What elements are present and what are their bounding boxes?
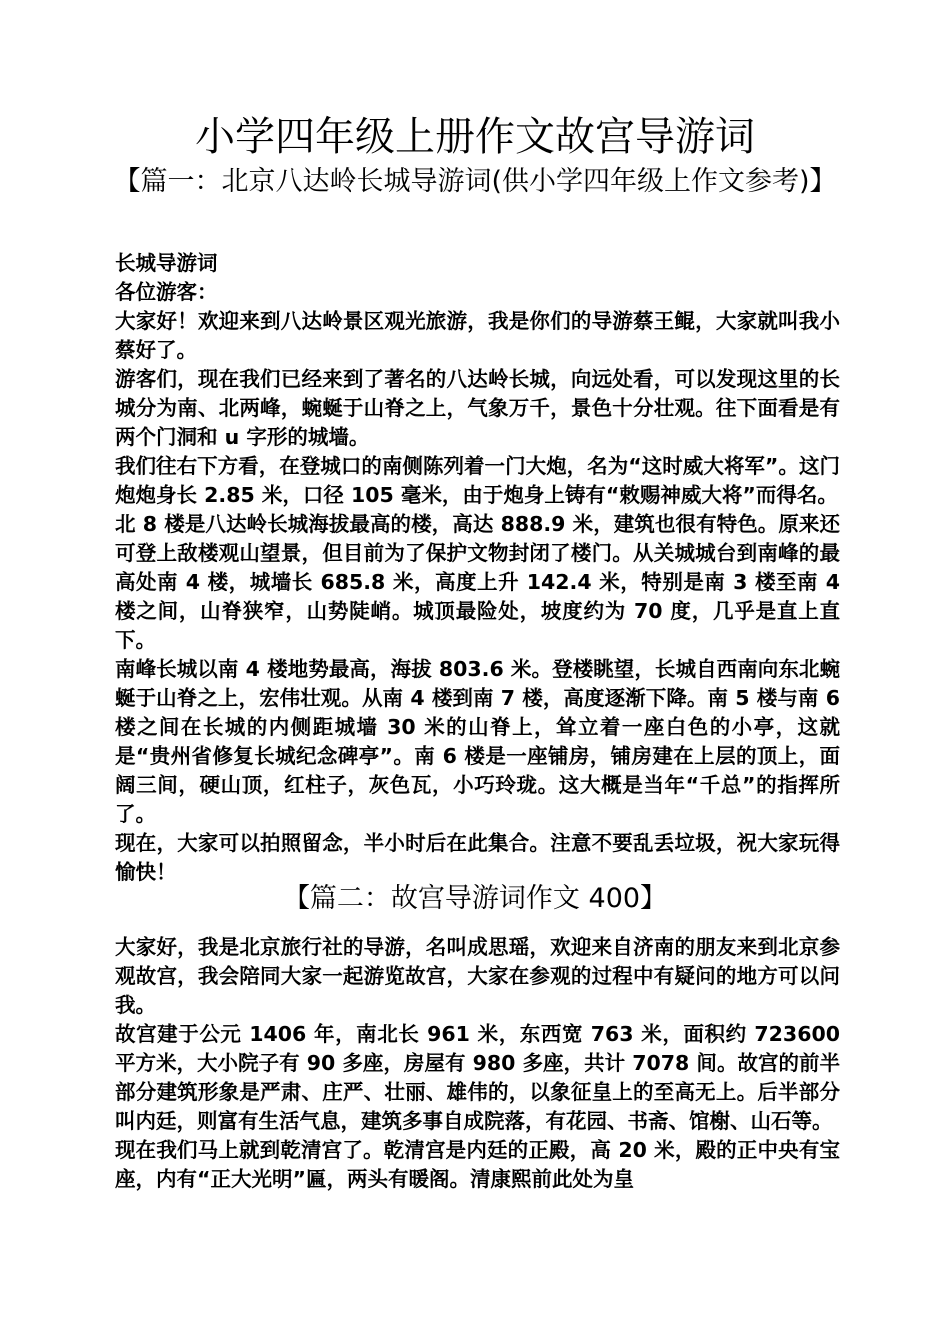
- paragraph: 大家好，我是北京旅行社的导游，名叫成思瑶，欢迎来自济南的朋友来到北京参观故宫，我会陪同大家一起游览故宫，大家在参观的过程中有疑问的地方可以问我。: [115, 935, 840, 1017]
- paragraph: 故宫建于公元 1406 年，南北长 961 米，东西宽 763 米，面积约 723600 平方米，大小院子有 90 多座，房屋有 980 多座，共计 7078 间。故宫的前半部分建筑形象是严肃、庄严、壮丽、雄伟的，以象征皇上的至高无上。后半部分叫内廷，则富有生活气息，建筑多事自成院落，有花园、书斋、馆榭、山石等。: [115, 1022, 840, 1133]
- section-2-heading: 【篇二：故宫导游词作文 400】: [282, 883, 668, 914]
- section-1-heading: 【篇一：北京八达岭长城导游词(供小学四年级上作文参考)】: [113, 166, 837, 197]
- paragraph: 长城导游词: [115, 251, 218, 275]
- document-title: 小学四年级上册作文故宫导游词: [195, 114, 755, 160]
- paragraph: 大家好！欢迎来到八达岭景区观光旅游，我是你们的导游蔡王鲲，大家就叫我小蔡好了。: [115, 309, 840, 362]
- section-2-body: [115, 933, 840, 1194]
- section-1-body: [115, 249, 840, 887]
- paragraph: 游客们，现在我们已经来到了著名的八达岭长城，向远处看，可以发现这里的长城分为南、北两峰，蜿蜒于山脊之上，气象万千，景色十分壮观。往下面看是有两个门洞和 u 字形的城墙。: [115, 367, 840, 449]
- paragraph: 南峰长城以南 4 楼地势最高，海拔 803.6 米。登楼眺望，长城自西南向东北蜿蜒于山脊之上，宏伟壮观。从南 4 楼到南 7 楼，高度逐渐下降。南 5 楼与南 6 楼之间在长城的内侧距城墙 30 米的山脊上，耸立着一座白色的小亭，这就是“贵州省修复长城纪念碑亭”。南 6 楼是一座铺房，铺房建在上层的顶上，面阔三间，硬山顶，红柱子，灰色瓦，小巧玲珑。这大概是当年“千总”的指挥所了。: [115, 657, 840, 826]
- paragraph: 现在，大家可以拍照留念，半小时后在此集合。注意不要乱丢垃圾，祝大家玩得愉快！: [115, 831, 840, 884]
- paragraph: 我们往右下方看，在登城口的南侧陈列着一门大炮，名为“这时威大将军”。这门炮炮身长 2.85 米，口径 105 毫米，由于炮身上铸有“敕赐神威大将”而得名。: [115, 454, 840, 507]
- paragraph: 北 8 楼是八达岭长城海拔最高的楼，高达 888.9 米，建筑也很有特色。原来还可登上敌楼观山望景，但目前为了保护文物封闭了楼门。从关城城台到南峰的最高处南 4 楼，城墙长 685.8 米，高度上升 142.4 米，特别是南 3 楼至南 4 楼之间，山脊狭窄，山势陡峭。城顶最险处，坡度约为 70 度，几乎是直上直下。: [115, 512, 840, 652]
- paragraph: 各位游客：: [115, 280, 218, 304]
- paragraph: 现在我们马上就到乾清宫了。乾清宫是内廷的正殿，高 20 米，殿的正中央有宝座，内有“正大光明”匾，两头有暖阁。清康熙前此处为皇: [115, 1138, 840, 1191]
